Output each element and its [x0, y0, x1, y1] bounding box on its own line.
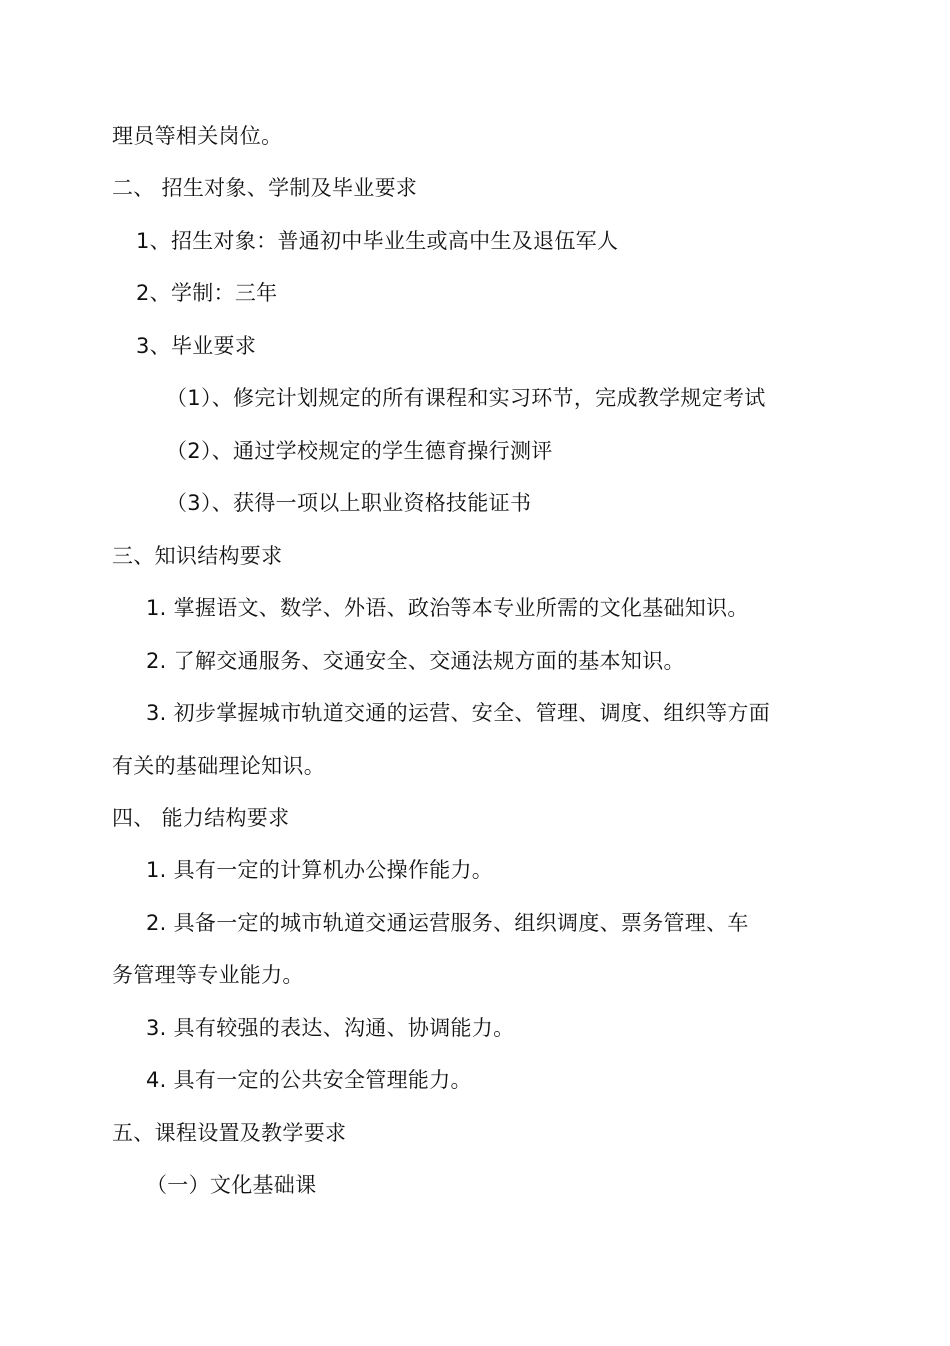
knowledge-item-1: 1. 掌握语文、数学、外语、政治等本专业所需的文化基础知识。 [146, 596, 749, 620]
study-duration: 2、学制：三年 [136, 281, 278, 305]
enrollment-target: 1、招生对象：普通初中毕业生或高中生及退伍军人 [136, 229, 619, 253]
ability-item-4: 4. 具有一定的公共安全管理能力。 [146, 1068, 472, 1092]
section-heading-enrollment: 二、 招生对象、学制及毕业要求 [112, 176, 418, 200]
ability-item-2: 2. 具备一定的城市轨道交通运营服务、组织调度、票务管理、车 [146, 911, 749, 935]
graduation-requirement-3: （3）、获得一项以上职业资格技能证书 [166, 491, 532, 515]
graduation-requirement-2: （2）、通过学校规定的学生德育操行测评 [166, 439, 553, 463]
ability-item-1: 1. 具有一定的计算机办公操作能力。 [146, 858, 494, 882]
section-heading-curriculum: 五、课程设置及教学要求 [112, 1121, 347, 1145]
ability-item-3: 3. 具有较强的表达、沟通、协调能力。 [146, 1016, 515, 1040]
knowledge-item-3-continued: 有关的基础理论知识。 [112, 754, 325, 778]
ability-item-2-continued: 务管理等专业能力。 [112, 963, 304, 987]
section-heading-knowledge: 三、知识结构要求 [112, 544, 283, 568]
section-heading-ability: 四、 能力结构要求 [112, 806, 290, 830]
knowledge-item-3: 3. 初步掌握城市轨道交通的运营、安全、管理、调度、组织等方面 [146, 701, 771, 725]
text-line-continuation: 理员等相关岗位。 [112, 124, 283, 148]
graduation-requirement-1: （1）、修完计划规定的所有课程和实习环节，完成教学规定考试 [166, 386, 766, 410]
subsection-heading-basic-courses: （一）文化基础课 [146, 1173, 317, 1197]
knowledge-item-2: 2. 了解交通服务、交通安全、交通法规方面的基本知识。 [146, 649, 685, 673]
graduation-requirements-heading: 3、毕业要求 [136, 334, 257, 358]
